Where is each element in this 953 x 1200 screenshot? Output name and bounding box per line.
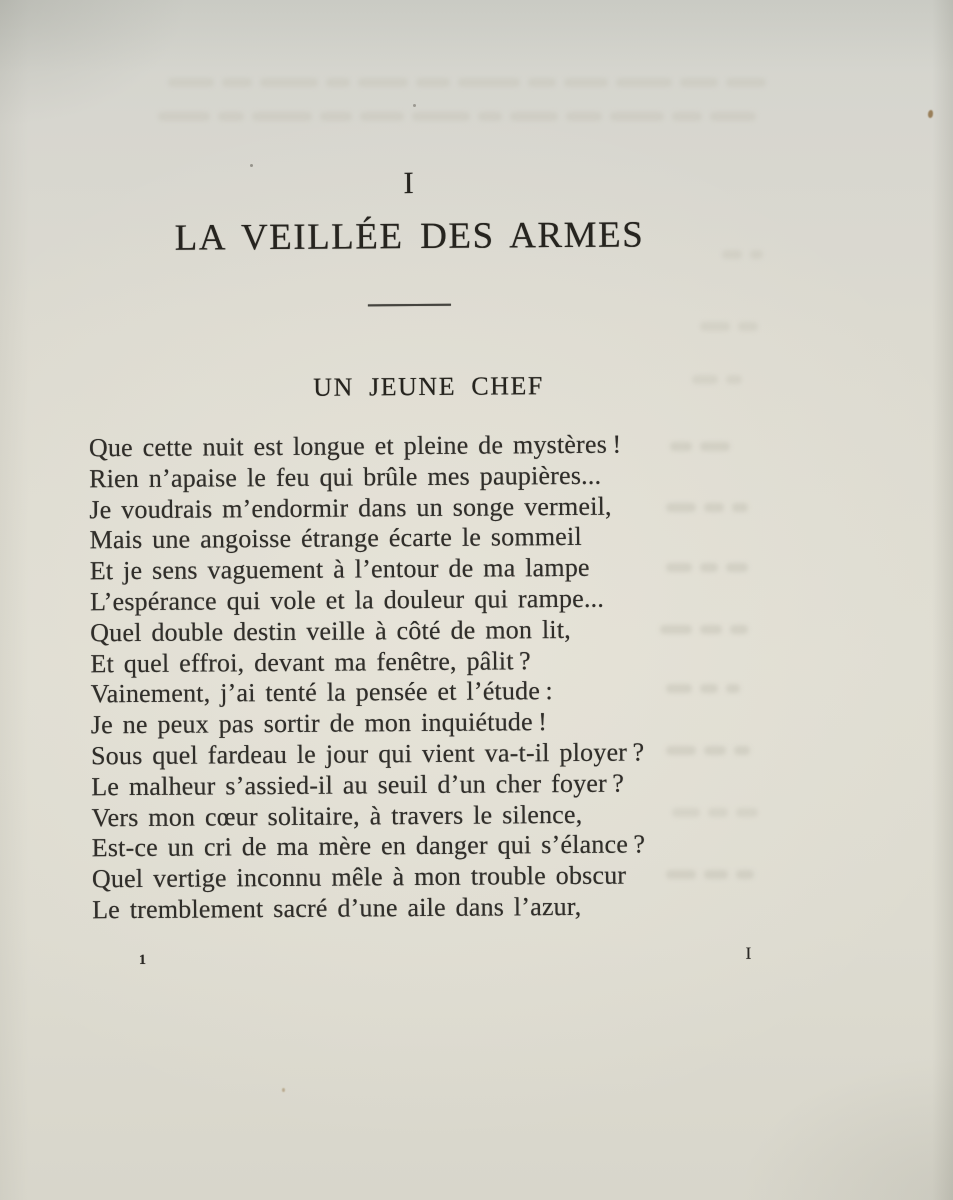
poem-stanza	[89, 428, 915, 926]
poem-line: Le tremblement sacré d’une aile dans l’azur,	[92, 891, 582, 925]
poem-line: Mais une angoisse étrange écarte le sommeil	[89, 522, 582, 555]
poem-line: Quel vertige inconnu mêle à mon trouble obscur	[91, 860, 627, 894]
poem-line: Le malheur s’assied-il au seuil d’un cher foyer ?	[91, 768, 625, 802]
poem-line: Je voudrais m’endormir dans un songe vermeil,	[89, 491, 612, 524]
poem-line: Et quel effroi, devant ma fenêtre, pâlit ?	[90, 645, 531, 678]
poem-line: Sous quel fardeau le jour qui vient va-t-il ployer ?	[90, 737, 645, 771]
poem-title: LA VEILLÉE DES ARMES	[174, 214, 645, 259]
poem-line: Rien n’apaise le feu qui brûle mes paupières...	[89, 460, 602, 494]
section-number: I	[403, 165, 415, 201]
ornament-rule	[368, 304, 451, 307]
signature-mark: I	[745, 943, 752, 963]
speaker-heading: UN JEUNE CHEF	[313, 371, 544, 402]
poem-line: Quel double destin veille à côté de mon lit,	[90, 614, 572, 648]
page-number: 1	[138, 952, 147, 968]
poem-line: L’espérance qui vole et la douleur qui rampe...	[89, 583, 605, 617]
poem-line: Vainement, j’ai tenté la pensée et l’étude :	[90, 676, 554, 709]
poem-line: Je ne peux pas sortir de mon inquiétude !	[90, 707, 548, 740]
paper-speck	[413, 104, 416, 107]
poem-line: Vers mon cœur solitaire, à travers le silence,	[91, 799, 583, 832]
poem-line: Est-ce un cri de ma mère en danger qui s’élance ?	[91, 829, 646, 863]
paper-speck	[250, 164, 253, 167]
poem-line: Et je sens vaguement à l’entour de ma lampe	[89, 553, 590, 586]
poem-line: Que cette nuit est longue et pleine de mystères !	[88, 429, 622, 463]
paper-speck	[282, 1088, 285, 1092]
